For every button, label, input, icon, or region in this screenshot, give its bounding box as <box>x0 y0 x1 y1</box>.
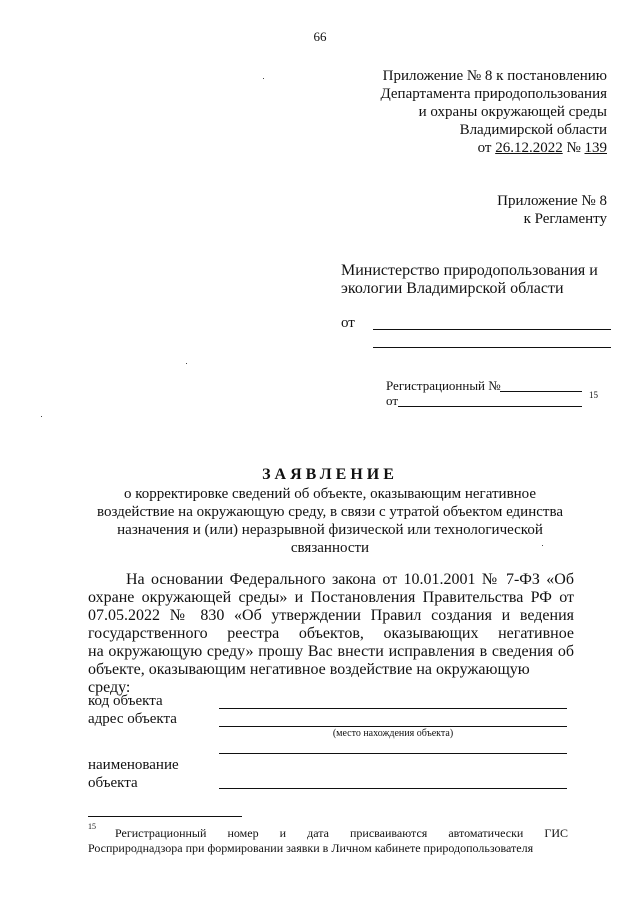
body-line6: объекте, оказывающим негативное воздействие на окружающую среду: <box>88 661 530 696</box>
object-name-label-line1: наименование <box>88 757 179 773</box>
object-address-line[interactable] <box>219 726 567 727</box>
object-address-line-2[interactable] <box>219 753 567 754</box>
object-name-label <box>88 756 179 792</box>
appendix-decree-block <box>307 67 607 157</box>
registration-date-label: от <box>386 393 399 408</box>
addressee-line1: Министерство природопользования и <box>341 262 598 279</box>
object-name-line[interactable] <box>219 788 567 789</box>
date-prefix: от <box>477 140 496 156</box>
appendix-decree-date-line <box>307 139 607 157</box>
addressee-line2: экологии Владимирской области <box>341 280 564 297</box>
subtitle-line3: назначения и (или) неразрывной физической или технологической <box>117 522 543 538</box>
object-code-label: код объекта <box>88 693 163 709</box>
subtitle-line2: воздействие на окружающую среду, в связи с утратой объектом единства <box>97 504 563 520</box>
document-subtitle <box>80 485 580 557</box>
appendix-decree-line2: Департамента природопользования <box>380 86 607 102</box>
registration-number-line[interactable] <box>500 391 582 392</box>
body-line4: государственного реестра объектов, оказывающих негативное <box>88 625 574 642</box>
subtitle-line4: связанности <box>290 540 370 556</box>
footnote-line2: Росприроднадзора при формировании заявки в Личном кабинете природопользователя <box>88 841 534 855</box>
from-line-1[interactable] <box>373 329 611 330</box>
appendix-decree-line4: Владимирской области <box>459 122 607 138</box>
addressee-block <box>341 262 621 298</box>
registration-date-line[interactable] <box>398 406 582 407</box>
body-line2: охране окружающей среды» и Постановления Правительства РФ от <box>88 589 574 606</box>
body-line5: на окружающую среду» прошу Вас внести исправления в сведения об <box>88 643 574 660</box>
from-label: от <box>341 315 355 331</box>
registration-number-label: Регистрационный № <box>386 378 501 393</box>
scan-speck <box>542 545 543 546</box>
decree-number: 139 <box>584 140 607 156</box>
object-address-label: адрес объекта <box>88 711 177 727</box>
object-name-label-line2: объекта <box>88 775 138 791</box>
footnote-mark: 15 <box>88 822 96 831</box>
number-prefix: № <box>562 140 585 156</box>
footnote-separator <box>88 816 242 817</box>
object-code-line[interactable] <box>219 708 567 709</box>
location-caption: (место нахождения объекта) <box>332 728 454 739</box>
appendix-decree-line1: Приложение № 8 к постановлению <box>382 68 607 84</box>
scan-speck <box>186 363 187 364</box>
scan-speck <box>263 78 264 79</box>
subtitle-line1: о корректировке сведений об объекте, оказывающим негативное <box>123 486 537 502</box>
from-line-2[interactable] <box>373 347 611 348</box>
body-paragraph <box>88 571 574 696</box>
body-line3: 07.05.2022 № 830 «Об утверждении Правил создания и ведения <box>88 607 574 624</box>
appendix-regulation-line2: к Регламенту <box>523 211 607 227</box>
body-line1: На основании Федерального закона от 10.01.2001 № 7-ФЗ «Об <box>126 571 574 588</box>
decree-date: 26.12.2022 <box>495 140 563 156</box>
document-title: ЗАЯВЛЕНИЕ <box>262 466 398 483</box>
appendix-decree-line3: и охраны окружающей среды <box>418 104 607 120</box>
appendix-regulation-block <box>307 192 607 228</box>
registration-footnote-mark: 15 <box>589 390 598 400</box>
footnote-text <box>88 826 568 856</box>
scan-speck <box>41 416 42 417</box>
page-number: 66 <box>313 29 327 44</box>
appendix-regulation-line1: Приложение № 8 <box>497 193 607 209</box>
footnote-line1: Регистрационный номер и дата присваиваются автоматически ГИС <box>115 826 568 840</box>
